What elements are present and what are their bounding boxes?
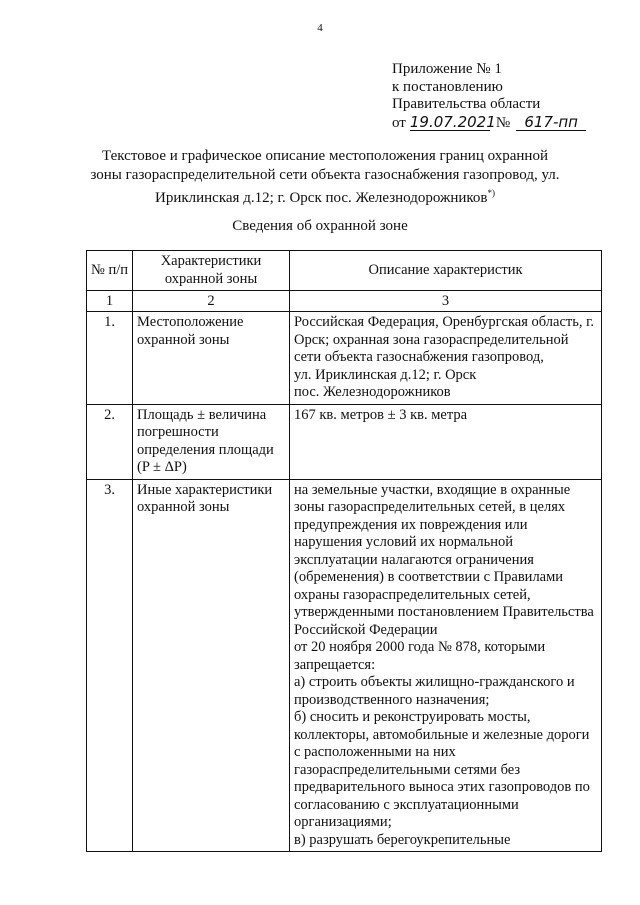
row-characteristic: Местоположение охранной зоны [133, 312, 290, 405]
appendix-date-number-line [392, 114, 586, 133]
row-description: на земельные участки, входящие в охранные зоны газораспределительных сетей, в целях предупреждения их повреждения или нарушения условий их нормальной эксплуатации налагаются ограничения (обременения) в соответствии с Правилами охраны газораспределительных сетей, утвержденными постановлением Правительства Российской Федерации от 20 ноября 2000 года № 878, которыми запрещается: а) строить объекты жилищно-гражданского и производственного назначения; б) сносить и реконструировать мосты, коллекторы, автомобильные и железные дороги с расположенными на них газораспределительными сетями без предварительного выноса этих газопроводов по согласованию с эксплуатационными организациями; в) разрушать берегоукрепительные [290, 479, 602, 852]
row-characteristic: Иные характеристики охранной зоны [133, 479, 290, 852]
header-characteristics: Характеристики охранной зоны [133, 251, 290, 291]
section-subtitle: Сведения об охранной зоне [232, 218, 408, 234]
number-label: № [495, 114, 511, 131]
table-row [87, 479, 602, 852]
row-number: 3. [87, 479, 133, 852]
row-number: 1. [87, 312, 133, 405]
row-characteristic: Площадь ± величина погрешности определения площади (P ± ΔP) [133, 404, 290, 479]
row-description: 167 кв. метров ± 3 кв. метра [290, 404, 602, 479]
header-description: Описание характеристик [290, 251, 602, 291]
appendix-to-resolution: к постановлению [392, 78, 503, 95]
column-number: 3 [290, 291, 602, 312]
document-title [90, 147, 560, 208]
column-number: 2 [133, 291, 290, 312]
appendix-title: Приложение № 1 [392, 61, 502, 77]
row-number: 2. [87, 404, 133, 479]
handwritten-number: 617-пп [516, 114, 586, 131]
header-number: № п/п [87, 251, 133, 291]
table-row [87, 312, 602, 405]
from-label: от [392, 114, 406, 131]
appendix-government: Правительства области [392, 96, 541, 112]
document-title-text: Текстовое и графическое описание местоположения границ охранной зоны газораспределительной сети объекта газоснабжения газопровод, ул. Ириклинская д.12; г. Орск пос. Железнодорожников [90, 148, 560, 206]
column-number-row [87, 291, 602, 312]
page-number: 4 [317, 22, 323, 34]
table-header-row [87, 251, 602, 291]
row-description: Российская Федерация, Оренбургская область, г. Орск; охранная зона газораспределительной сети объекта газоснабжения газопровод, ул. Ириклинская д.12; г. Орск пос. Железнодорожников [290, 312, 602, 405]
table-row [87, 404, 602, 479]
column-number: 1 [87, 291, 133, 312]
footnote-mark: *) [487, 188, 496, 198]
appendix-block [392, 61, 586, 132]
handwritten-date: 19.07.2021 [409, 112, 496, 131]
zone-info-table [86, 250, 602, 852]
